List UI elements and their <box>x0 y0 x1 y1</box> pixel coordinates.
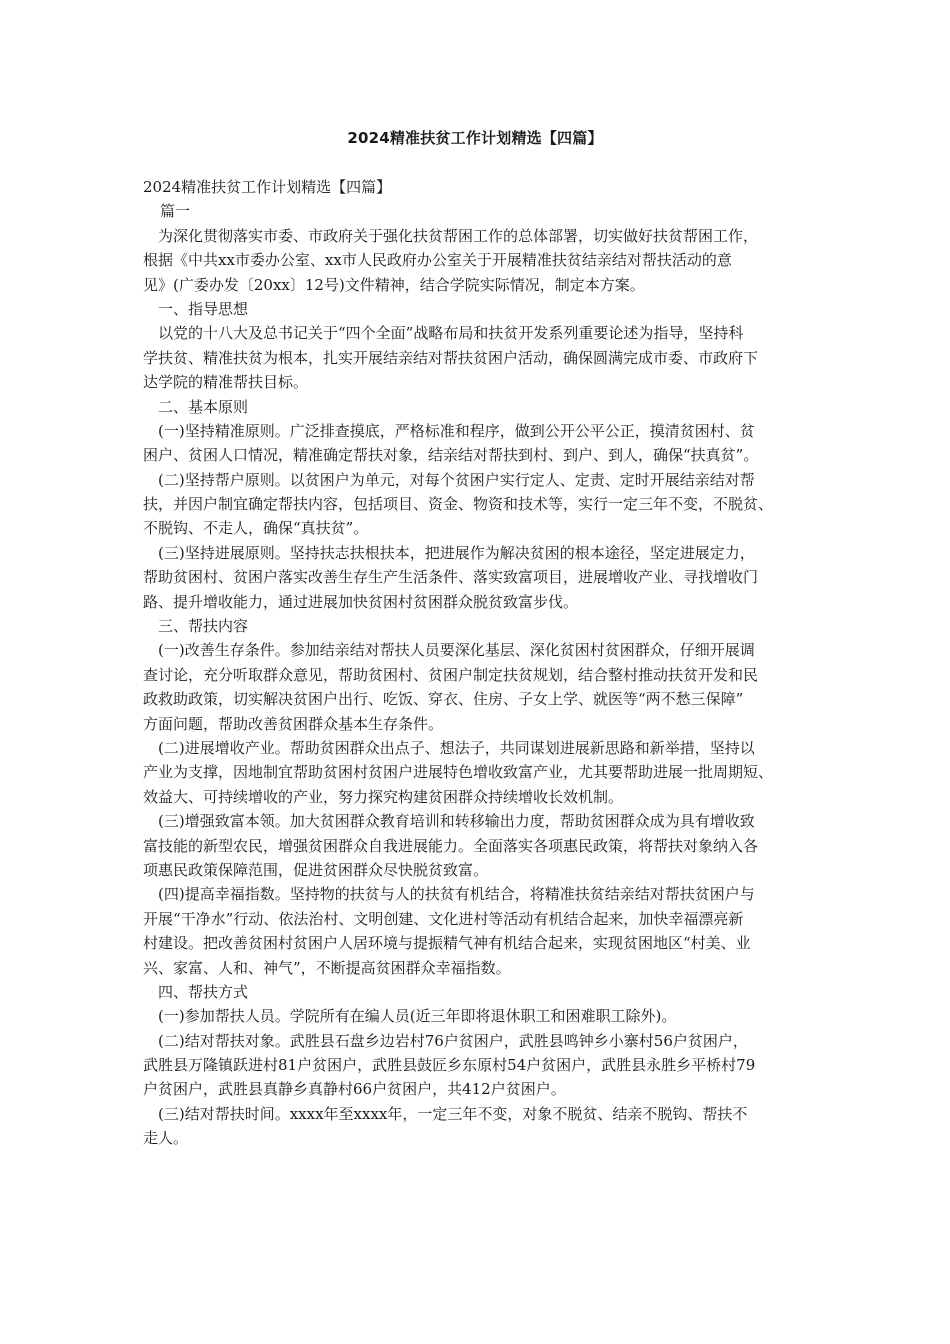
paragraph-line: 一、指导思想 <box>158 299 249 318</box>
paragraph-line: (二)坚持帮户原则。以贫困户为单元，对每个贫困户实行定人、定责、定时开展结亲结对帮 <box>158 470 755 489</box>
paragraph-line: (二)结对帮扶对象。武胜县石盘乡边岩村76户贫困户，武胜县鸣钟乡小寨村56户贫困户， <box>158 1031 748 1050</box>
paragraph-line: 学扶贫、精准扶贫为根本，扎实开展结亲结对帮扶贫困户活动，确保圆满完成市委、市政府下 <box>143 348 759 367</box>
paragraph-line: 开展“干净水”行动、依法治村、文明创建、文化进村等活动有机结合起来，加快幸福漂亮新 <box>143 909 744 928</box>
paragraph-line: 户贫困户，武胜县真静乡真静村66户贫困户，共412户贫困户。 <box>143 1080 566 1099</box>
paragraph-line: 以党的十八大及总书记关于“四个全面”战略布局和扶贫开发系列重要论述为指导，坚持科 <box>158 324 744 343</box>
paragraph-line: (四)提高幸福指数。坚持物的扶贫与人的扶贫有机结合，将精准扶贫结亲结对帮扶贫困户与 <box>158 885 755 904</box>
paragraph-line: (二)进展增收产业。帮助贫困群众出点子、想法子，共同谋划进展新思路和新举措，坚持以 <box>158 738 755 757</box>
paragraph-line: 富技能的新型农民，增强贫困群众自我进展能力。全面落实各项惠民政策，将帮扶对象纳入各 <box>143 836 759 855</box>
paragraph-line: (一)坚持精准原则。广泛排查摸底，严格标准和程序，做到公开公平公正，摸清贫困村、贫 <box>158 421 755 440</box>
paragraph-line: 四、帮扶方式 <box>158 982 249 1001</box>
paragraph-line: 帮助贫困村、贫困户落实改善生存生产生活条件、落实致富项目，进展增收产业、寻找增收门 <box>143 568 759 587</box>
paragraph-line: 二、基本原则 <box>158 397 249 416</box>
paragraph-line: 效益大、可持续增收的产业，努力探究构建贫困群众持续增收长效机制。 <box>143 787 624 806</box>
paragraph-line: 不脱钩、不走人，确保“真扶贫”。 <box>143 519 369 538</box>
paragraph-line: 查讨论，充分听取群众意见，帮助贫困村、贫困户制定扶贫规划，结合整村推动扶贫开发和民 <box>143 665 759 684</box>
paragraph-line: (三)增强致富本领。加大贫困群众教育培训和转移输出力度，帮助贫困群众成为具有增收致 <box>158 812 755 831</box>
paragraph-line: 项惠民政策保障范围，促进贫困群众尽快脱贫致富。 <box>143 860 489 879</box>
paragraph-line: 政救助政策，切实解决贫困户出行、吃饭、穿衣、住房、子女上学、就医等“两不愁三保障” <box>143 690 744 709</box>
paragraph-line: 兴、家富、人和、神气”，不断提高贫困群众幸福指数。 <box>143 958 511 977</box>
paragraph-line: (三)结对帮扶时间。xxxx年至xxxx年，一定三年不变，对象不脱贫、结亲不脱钩、帮扶不 <box>158 1104 748 1123</box>
paragraph-line: 三、帮扶内容 <box>158 617 249 636</box>
paragraph-line: 走人。 <box>143 1129 189 1148</box>
paragraph-line: 篇一 <box>160 202 191 221</box>
paragraph-line: 见》(广委办发〔20xx〕12号)文件精神，结合学院实际情况，制定本方案。 <box>143 275 645 294</box>
paragraph-line: (一)改善生存条件。参加结亲结对帮扶人员要深化基层、深化贫困村贫困群众，仔细开展调 <box>158 641 755 660</box>
paragraph-line: 根据《中共xx市委办公室、xx市人民政府办公室关于开展精准扶贫结亲结对帮扶活动的意 <box>143 251 732 270</box>
paragraph-line: 村建设。把改善贫困村贫困户人居环境与提振精气神有机结合起来，实现贫困地区“村美、业 <box>143 934 751 953</box>
paragraph-line: 达学院的精准帮扶目标。 <box>143 373 309 392</box>
paragraph-line: 为深化贯彻落实市委、市政府关于强化扶贫帮困工作的总体部署，切实做好扶贫帮困工作， <box>158 226 759 245</box>
document-body <box>143 175 813 1151</box>
paragraph-line: (一)参加帮扶人员。学院所有在编人员(近三年即将退休职工和困难职工除外)。 <box>158 1007 677 1026</box>
paragraph-line: 武胜县万隆镇跃进村81户贫困户，武胜县鼓匠乡东原村54户贫困户，武胜县永胜乡平桥村79 <box>143 1056 756 1075</box>
paragraph-line: 扶，并因户制宜确定帮扶内容，包括项目、资金、物资和技术等，实行一定三年不变，不脱贫、 <box>143 495 774 514</box>
paragraph-line: 方面问题，帮助改善贫困群众基本生存条件。 <box>143 714 444 733</box>
paragraph-line: 2024精准扶贫工作计划精选【四篇】 <box>143 178 392 196</box>
page-title: 2024精准扶贫工作计划精选【四篇】 <box>347 129 603 147</box>
paragraph-line: 产业为支撑，因地制宜帮助贫困村贫困户进展特色增收致富产业，尤其要帮助进展一批周期短、 <box>143 763 774 782</box>
paragraph-line: (三)坚持进展原则。坚持扶志扶根扶本，把进展作为解决贫困的根本途径，坚定进展定力， <box>158 543 755 562</box>
paragraph-line: 困户、贫困人口情况，精准确定帮扶对象，结亲结对帮扶到村、到户、到人，确保“扶真贫”。 <box>143 446 759 465</box>
paragraph-line: 路、提升增收能力，通过进展加快贫困村贫困群众脱贫致富步伐。 <box>143 592 579 611</box>
